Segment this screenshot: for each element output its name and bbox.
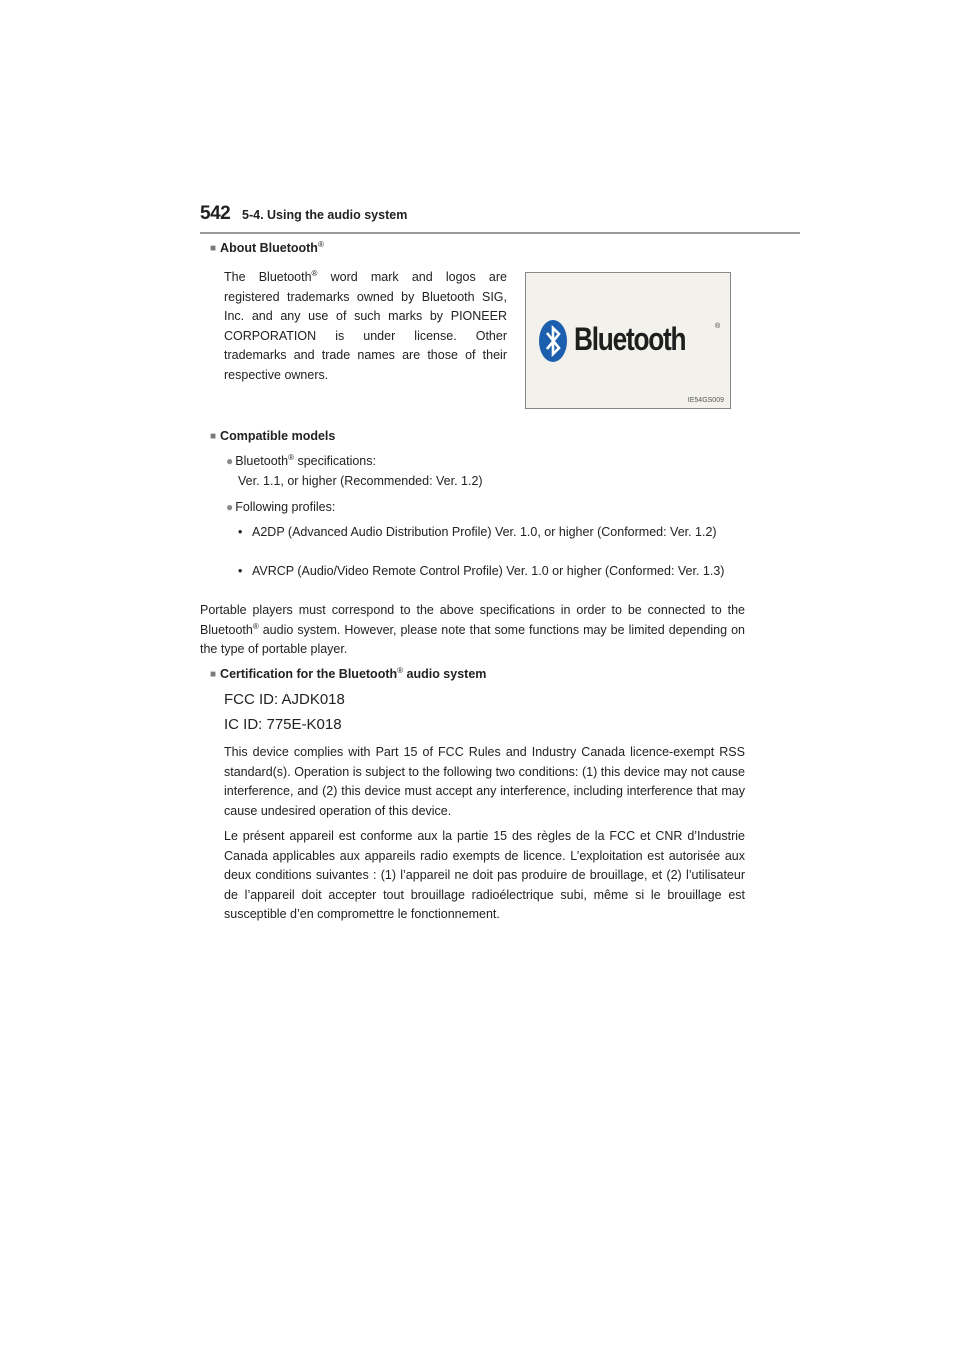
header-divider bbox=[200, 232, 800, 234]
heading-square-icon: ■ bbox=[210, 431, 217, 442]
portable-player-note: Portable players must correspond to the above specifications in order to be connected to the Bluetooth® audio system. However, please note that some functions may be limited depending on the type of portable player. bbox=[200, 603, 745, 656]
heading-square-icon: ■ bbox=[210, 669, 217, 680]
heading-about-bluetooth: ■ About Bluetooth® bbox=[210, 239, 324, 255]
section-title: 5-4. Using the audio system bbox=[242, 208, 408, 222]
bullet-following-profiles: ● Following profiles: bbox=[226, 500, 336, 514]
sub-bullet-icon: • bbox=[238, 525, 243, 539]
about-bluetooth-text: The Bluetooth® word mark and logos are registered trademarks owned by Bluetooth SIG, Inc. and any use of such marks by PIONEER CORPORATION is under license. Other trademarks and trade names are those of their respective owners. bbox=[224, 268, 507, 382]
heading-square-icon: ■ bbox=[210, 243, 217, 254]
profile-a2dp: • A2DP (Advanced Audio Distribution Profile) Ver. 1.0, or higher (Conformed: Ver. 1.2) bbox=[238, 523, 745, 542]
bluetooth-logo-image bbox=[525, 272, 731, 409]
image-code: IE54GS009 bbox=[687, 397, 724, 404]
bullet-icon: ● bbox=[226, 454, 234, 468]
compliance-statement-fr: Le présent appareil est conforme aux la partie 15 des règles de la FCC et CNR d’Industrie Canada applicables aux appareils radio exempts de licence. L’exploitation est autorisée aux deux conditions suivantes : (1) l’appareil ne doit pas produire de brouillage, et (2) l’utilisateur de l’appareil doit accepter tout brouillage radioélectrique subi, même si le brouillage est susceptible d’en compromettre le fonctionnement. bbox=[224, 829, 745, 921]
page-header bbox=[200, 203, 407, 225]
compliance-statement-en: This device complies with Part 15 of FCC Rules and Industry Canada licence-exempt RSS standard(s). Operation is subject to the following two conditions: (1) this device may not cause interference, and (2) this device must accept any interference, including interference that may cause undesired operation of this device. bbox=[224, 745, 745, 818]
heading-certification: ■ Certification for the Bluetooth® audio system bbox=[210, 665, 487, 681]
bullet-bluetooth-specifications: ● Bluetooth® specifications: bbox=[226, 452, 376, 468]
heading-compatible-models: ■ Compatible models bbox=[210, 429, 336, 443]
fcc-id: FCC ID: AJDK018 bbox=[224, 691, 345, 708]
profile-avrcp: • AVRCP (Audio/Video Remote Control Profile) Ver. 1.0 or higher (Conformed: Ver. 1.3) bbox=[238, 562, 745, 581]
bluetooth-wordmark: Bluetooth bbox=[574, 321, 686, 357]
registered-mark: ® bbox=[715, 323, 721, 330]
spec-value: Ver. 1.1, or higher (Recommended: Ver. 1.2) bbox=[238, 474, 483, 488]
bluetooth-icon bbox=[538, 319, 568, 363]
page-number: 542 bbox=[200, 203, 231, 224]
ic-id: IC ID: 775E-K018 bbox=[224, 716, 342, 733]
sub-bullet-icon: • bbox=[238, 564, 243, 578]
bullet-icon: ● bbox=[226, 500, 234, 514]
